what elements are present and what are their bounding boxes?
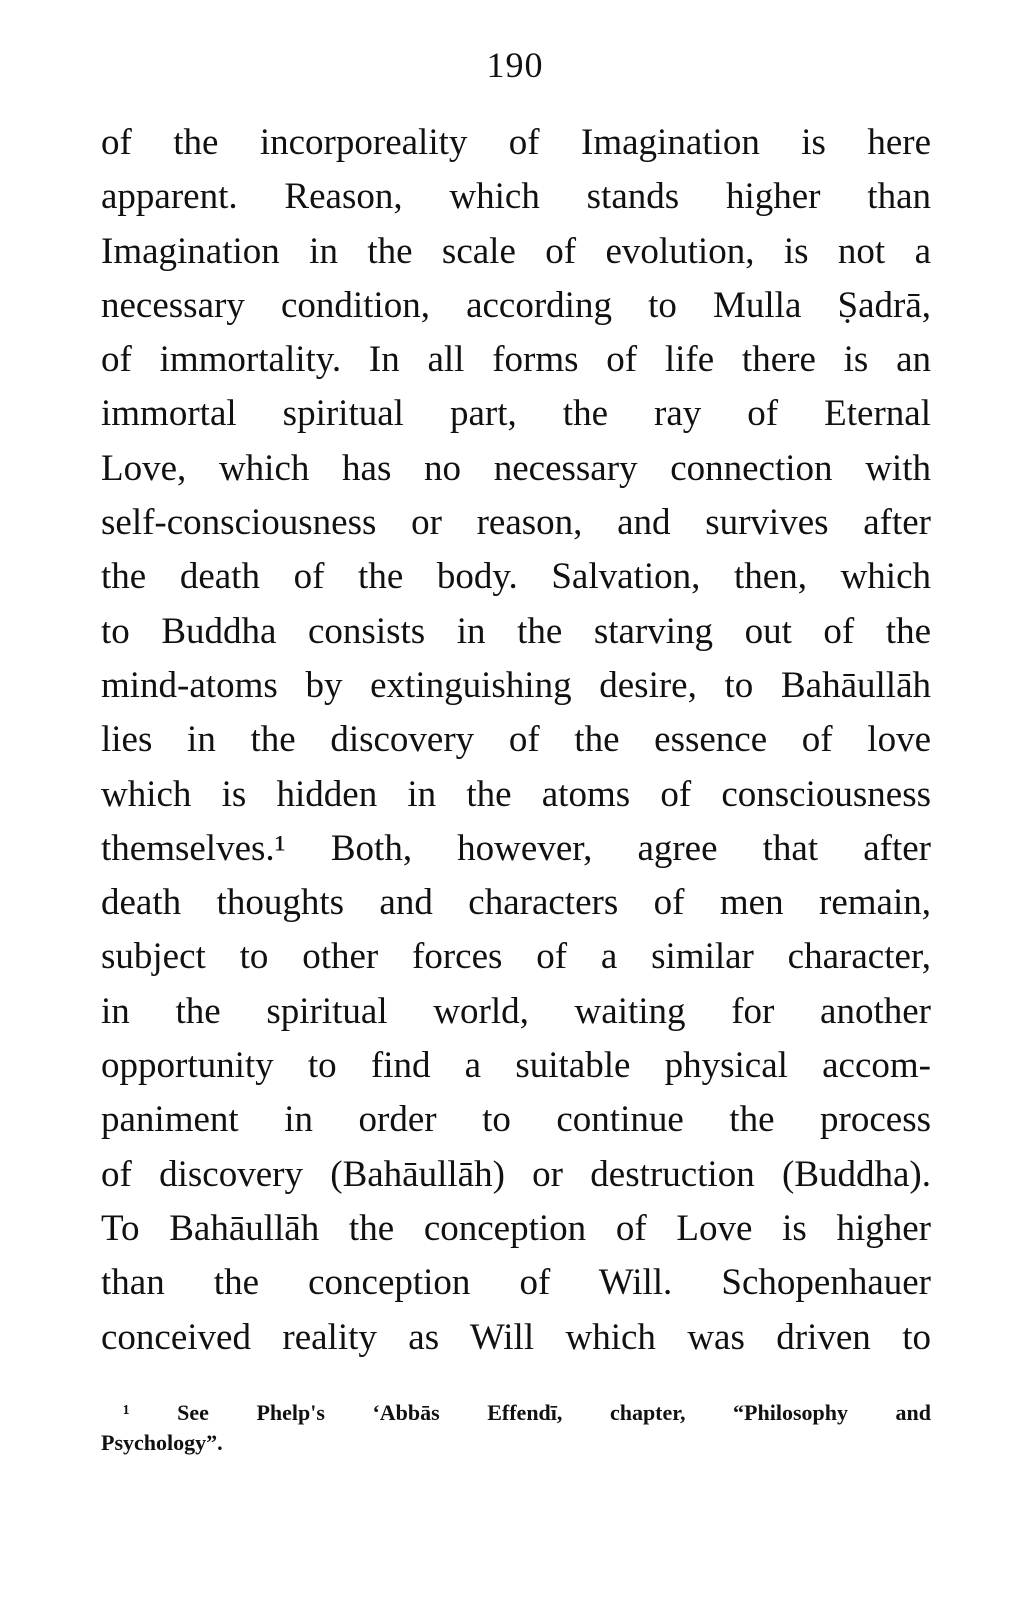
text-line: To Bahāullāh the conception of Love is higher bbox=[101, 1207, 931, 1249]
text-line: death thoughts and characters of men remain, bbox=[101, 882, 931, 924]
footnote bbox=[101, 1398, 931, 1458]
text-line: themselves.¹ Both, however, agree that after bbox=[101, 827, 931, 869]
text-line: conceived reality as Will which was driven to bbox=[101, 1316, 931, 1358]
text-line: paniment in order to continue the process bbox=[101, 1099, 931, 1141]
text-line: of the incorporeality of Imagination is here bbox=[101, 122, 931, 163]
text-line: Love, which has no necessary connection with bbox=[101, 447, 931, 489]
body-text bbox=[101, 116, 931, 1365]
text-line: the death of the body. Salvation, then, which bbox=[101, 556, 931, 598]
page-number: 190 bbox=[486, 45, 544, 85]
text-line: apparent. Reason, which stands higher than bbox=[101, 176, 931, 218]
text-line: opportunity to find a suitable physical accom- bbox=[101, 1045, 931, 1087]
text-line: self-consciousness or reason, and survives after bbox=[101, 502, 931, 544]
text-line: immortal spiritual part, the ray of Eternal bbox=[101, 393, 931, 435]
text-line: mind-atoms by extinguishing desire, to Bahāullāh bbox=[101, 664, 931, 706]
text-line: than the conception of Will. Schopenhauer bbox=[101, 1262, 931, 1304]
text-line: in the spiritual world, waiting for another bbox=[101, 990, 931, 1032]
text-line: necessary condition, according to Mulla Ṣadrā, bbox=[101, 284, 931, 326]
text-line: lies in the discovery of the essence of love bbox=[101, 719, 931, 761]
text-line: subject to other forces of a similar character, bbox=[101, 936, 931, 978]
footnote-line: Psychology”. bbox=[101, 1430, 223, 1455]
footnote-line: ¹ See Phelp's ‘Abbās Effendī, chapter, “Philosophy and bbox=[123, 1400, 931, 1425]
text-line: to Buddha consists in the starving out of the bbox=[101, 610, 931, 652]
text-line: which is hidden in the atoms of consciousness bbox=[101, 773, 931, 815]
text-line: of discovery (Bahāullāh) or destruction (Buddha). bbox=[101, 1153, 931, 1195]
text-line: Imagination in the scale of evolution, is not a bbox=[101, 230, 931, 272]
text-line: of immortality. In all forms of life there is an bbox=[101, 339, 931, 381]
